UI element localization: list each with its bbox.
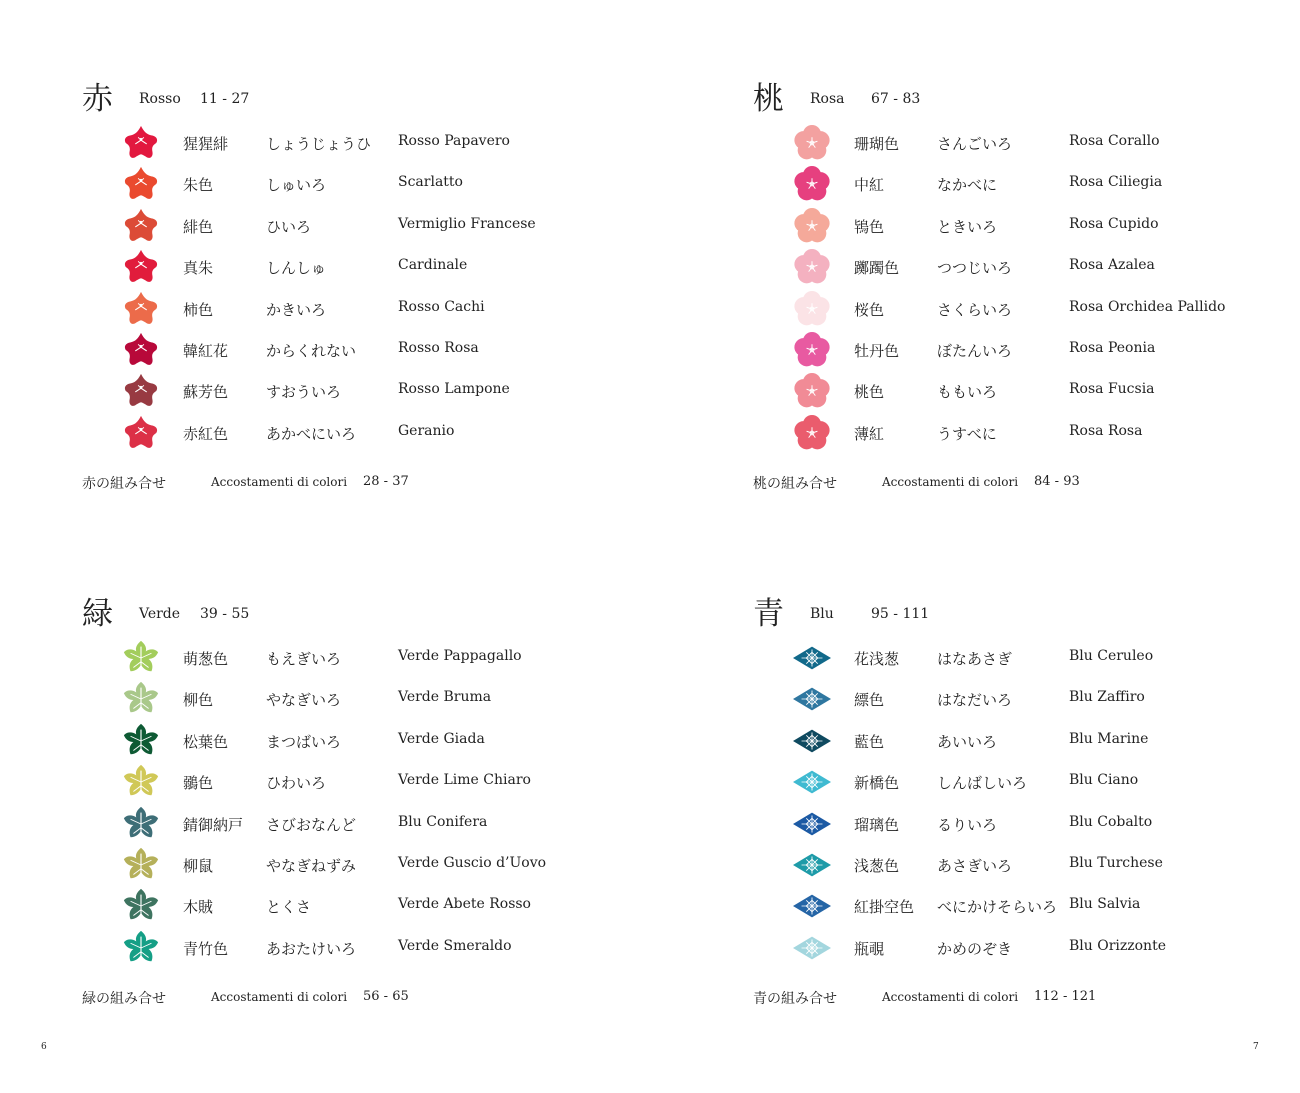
color-name-kanji: 柿色 <box>183 300 214 319</box>
color-row <box>753 122 1300 162</box>
color-name-kanji: 珊瑚色 <box>854 135 900 153</box>
color-name-italian: Blu Orizzonte <box>1069 937 1166 954</box>
color-name-kana: もえぎいろ <box>266 650 342 668</box>
color-name-kanji: 朱色 <box>183 176 214 195</box>
color-name-kana: ぼたんいろ <box>937 342 1013 360</box>
color-name-italian: Rosa Peonia <box>1069 340 1156 356</box>
color-name-kana: あさぎいろ <box>937 857 1013 875</box>
color-name-kanji: 鴇色 <box>854 217 885 236</box>
color-name-kana: はなあさぎ <box>937 650 1013 668</box>
color-name-italian: Blu Marine <box>1069 730 1149 747</box>
color-swatch-icon <box>793 165 831 203</box>
color-row <box>82 844 642 884</box>
color-name-italian: Rosa Azalea <box>1069 257 1155 274</box>
color-name-kanji: 桃色 <box>854 383 885 402</box>
color-name-kana: ももいろ <box>937 383 998 402</box>
color-swatch-icon <box>122 124 160 162</box>
section-name: Rosso <box>139 91 181 107</box>
combinations-line <box>753 473 1300 493</box>
color-row <box>82 205 642 245</box>
color-swatch-icon <box>122 680 160 718</box>
color-swatch-icon <box>122 331 160 369</box>
color-row <box>753 803 1300 843</box>
combinations-line <box>82 988 642 1008</box>
color-name-kanji: 鶸色 <box>183 774 214 793</box>
color-row <box>753 163 1300 203</box>
color-name-italian: Rosa Ciliegia <box>1069 174 1163 191</box>
color-name-italian: Blu Turchese <box>1069 855 1163 871</box>
color-name-kanji: 真朱 <box>183 259 214 278</box>
color-name-kana: しゅいろ <box>266 176 327 195</box>
color-swatch-icon <box>122 846 160 884</box>
color-swatch-icon <box>122 887 160 925</box>
color-name-kanji: 瓶覗 <box>854 939 885 958</box>
section-header <box>753 80 1300 122</box>
color-name-italian: Rosa Corallo <box>1069 133 1160 149</box>
section-header <box>753 595 1300 637</box>
color-name-kanji: 柳鼠 <box>183 857 214 875</box>
color-name-italian: Rosa Fucsia <box>1069 381 1155 398</box>
color-row <box>82 163 642 203</box>
color-swatch-icon <box>122 805 160 843</box>
color-name-kanji: 蘇芳色 <box>183 383 229 402</box>
color-row <box>753 246 1300 286</box>
combinations-title-ja: 赤の組み合せ <box>82 476 166 492</box>
color-name-kanji: 青竹色 <box>183 939 229 958</box>
section-kanji: 青 <box>753 596 784 632</box>
color-swatch-icon <box>122 763 160 801</box>
section-page-range: 11 - 27 <box>200 91 250 107</box>
color-swatch-icon <box>793 722 831 760</box>
combinations-title-it: Accostamenti di colori <box>211 990 348 1004</box>
color-name-kanji: 木賊 <box>183 898 214 917</box>
color-row <box>82 412 642 452</box>
combinations-title-it: Accostamenti di colori <box>211 475 348 489</box>
color-name-kana: はなだいろ <box>937 691 1013 710</box>
color-swatch-icon <box>122 929 160 967</box>
color-name-italian: Blu Ceruleo <box>1069 648 1154 664</box>
color-name-italian: Scarlatto <box>398 174 463 191</box>
section-name: Verde <box>139 606 181 622</box>
color-name-kana: かめのぞき <box>937 939 1013 958</box>
color-swatch-icon <box>793 680 831 718</box>
color-name-italian: Rosa Orchidea Pallido <box>1069 298 1226 315</box>
color-name-italian: Verde Guscio d’Uovo <box>398 855 547 871</box>
color-row <box>753 329 1300 369</box>
color-row <box>753 844 1300 884</box>
color-name-kanji: 花浅葱 <box>854 650 900 668</box>
page-number-left: 6 <box>41 1042 47 1052</box>
color-name-kana: かきいろ <box>266 300 327 319</box>
color-row <box>753 205 1300 245</box>
color-row <box>82 246 642 286</box>
color-name-kana: あおたけいろ <box>266 939 357 958</box>
color-swatch-icon <box>793 248 831 286</box>
color-swatch-icon <box>793 124 831 162</box>
color-row <box>82 885 642 925</box>
color-name-kanji: 錆御納戸 <box>183 815 244 834</box>
section-name: Rosa <box>810 91 845 107</box>
color-name-kanji: 緋色 <box>183 217 214 236</box>
combinations-title-ja: 桃の組み合せ <box>753 476 837 492</box>
color-name-kanji: 松葉色 <box>183 732 229 751</box>
color-name-kana: うすべに <box>937 424 997 443</box>
section-blue <box>753 595 1300 1007</box>
color-swatch-icon <box>793 805 831 843</box>
color-row <box>82 122 642 162</box>
color-swatch-icon <box>122 248 160 286</box>
color-name-kana: ときいろ <box>937 217 998 236</box>
color-swatch-icon <box>122 372 160 410</box>
color-name-italian: Verde Lime Chiaro <box>398 772 531 789</box>
color-row <box>82 329 642 369</box>
color-name-kana: しょうじょうひ <box>266 135 372 153</box>
color-name-kana: しんばしいろ <box>937 774 1028 793</box>
section-kanji: 緑 <box>82 596 113 632</box>
color-name-italian: Blu Ciano <box>1069 772 1139 789</box>
color-row <box>82 288 642 328</box>
color-name-italian: Blu Salvia <box>1069 896 1141 913</box>
color-name-kana: つつじいろ <box>937 259 1013 278</box>
color-swatch-icon <box>793 331 831 369</box>
color-name-italian: Verde Abete Rosso <box>398 896 531 913</box>
color-row <box>753 927 1300 967</box>
combinations-line <box>753 988 1300 1008</box>
color-row <box>82 720 642 760</box>
color-name-kanji: 縹色 <box>854 691 885 710</box>
combinations-page-range: 84 - 93 <box>1034 474 1080 489</box>
section-header <box>82 595 642 637</box>
combinations-title-it: Accostamenti di colori <box>882 990 1019 1004</box>
color-row <box>753 678 1300 718</box>
color-name-italian: Verde Smeraldo <box>398 937 512 954</box>
color-name-italian: Rosso Cachi <box>398 298 485 315</box>
color-row <box>753 637 1300 677</box>
color-swatch-icon <box>122 290 160 328</box>
section-page-range: 39 - 55 <box>200 606 250 622</box>
section-pink <box>753 80 1300 492</box>
color-name-kana: あかべにいろ <box>266 424 357 443</box>
color-swatch-icon <box>122 207 160 245</box>
color-name-italian: Blu Conifera <box>398 813 488 830</box>
color-name-kana: るりいろ <box>937 815 998 834</box>
color-name-kanji: 紅掛空色 <box>854 898 915 917</box>
color-row <box>82 637 642 677</box>
color-name-kana: なかべに <box>937 176 998 195</box>
color-row <box>82 803 642 843</box>
color-row <box>753 720 1300 760</box>
color-name-kana: ひいろ <box>266 217 312 236</box>
combinations-title-it: Accostamenti di colori <box>882 475 1019 489</box>
color-name-kanji: 猩猩緋 <box>183 135 229 153</box>
color-name-kanji: 桜色 <box>854 300 885 319</box>
color-swatch-icon <box>793 763 831 801</box>
color-name-kana: すおういろ <box>266 383 342 402</box>
color-name-kana: しんしゅ <box>266 259 327 278</box>
color-row <box>753 885 1300 925</box>
color-row <box>82 927 642 967</box>
color-swatch-icon <box>122 722 160 760</box>
color-swatch-icon <box>122 165 160 203</box>
section-red <box>82 80 642 492</box>
combinations-page-range: 112 - 121 <box>1034 989 1097 1004</box>
color-name-kanji: 躑躅色 <box>854 259 900 278</box>
color-row <box>753 412 1300 452</box>
color-swatch-icon <box>793 372 831 410</box>
color-name-italian: Rosso Rosa <box>398 340 479 356</box>
section-kanji: 赤 <box>82 81 113 117</box>
color-name-italian: Rosso Lampone <box>398 381 510 398</box>
section-name: Blu <box>810 606 834 622</box>
color-name-italian: Verde Pappagallo <box>398 648 522 664</box>
color-row <box>82 370 642 410</box>
color-name-kana: やなぎねずみ <box>266 857 357 875</box>
color-name-italian: Verde Giada <box>398 730 485 747</box>
color-name-kana: まつばいろ <box>266 732 342 751</box>
color-name-kanji: 中紅 <box>854 176 885 195</box>
color-swatch-icon <box>793 414 831 452</box>
color-name-kana: さくらいろ <box>937 300 1013 319</box>
color-swatch-icon <box>793 639 831 677</box>
color-name-kana: からくれない <box>266 342 357 360</box>
color-name-kanji: 新橋色 <box>854 774 900 793</box>
color-name-kanji: 赤紅色 <box>183 424 229 443</box>
section-header <box>82 80 642 122</box>
color-name-kanji: 萌葱色 <box>183 650 229 668</box>
color-row <box>753 761 1300 801</box>
combinations-title-ja: 青の組み合せ <box>753 991 837 1007</box>
color-name-kanji: 瑠璃色 <box>854 815 900 834</box>
color-swatch-icon <box>793 290 831 328</box>
combinations-line <box>82 473 642 493</box>
color-name-kana: とくさ <box>266 898 312 917</box>
color-name-kana: べにかけそらいろ <box>937 898 1058 917</box>
color-name-italian: Blu Zaffiro <box>1069 689 1145 706</box>
color-name-italian: Geranio <box>398 422 455 439</box>
section-green <box>82 595 642 1007</box>
color-row <box>753 288 1300 328</box>
color-name-kanji: 柳色 <box>183 691 214 710</box>
color-swatch-icon <box>793 207 831 245</box>
color-name-kanji: 韓紅花 <box>183 342 229 360</box>
color-row <box>82 761 642 801</box>
section-kanji: 桃 <box>753 81 784 117</box>
section-page-range: 67 - 83 <box>871 91 921 107</box>
page-number-right: 7 <box>1253 1042 1259 1052</box>
color-name-kana: やなぎいろ <box>266 691 342 710</box>
color-swatch-icon <box>122 414 160 452</box>
color-name-kanji: 牡丹色 <box>854 342 900 360</box>
color-name-kana: ひわいろ <box>266 774 327 793</box>
section-page-range: 95 - 111 <box>871 606 930 622</box>
color-name-kana: さんごいろ <box>937 135 1013 153</box>
combinations-title-ja: 緑の組み合せ <box>82 991 166 1007</box>
color-name-italian: Rosa Cupido <box>1069 215 1159 232</box>
color-name-italian: Rosso Papavero <box>398 133 510 149</box>
color-name-kana: あいいろ <box>937 732 998 751</box>
color-row <box>82 678 642 718</box>
color-row <box>753 370 1300 410</box>
color-name-kanji: 薄紅 <box>854 424 885 443</box>
color-swatch-icon <box>793 887 831 925</box>
color-swatch-icon <box>793 846 831 884</box>
color-name-italian: Cardinale <box>398 257 468 274</box>
color-name-kanji: 浅葱色 <box>854 857 900 875</box>
color-swatch-icon <box>793 929 831 967</box>
color-name-italian: Vermiglio Francese <box>398 215 536 232</box>
color-name-italian: Verde Bruma <box>398 689 492 706</box>
color-name-italian: Blu Cobalto <box>1069 813 1153 830</box>
color-name-kana: さびおなんど <box>266 815 357 834</box>
color-name-kanji: 藍色 <box>854 732 885 751</box>
combinations-page-range: 56 - 65 <box>363 989 409 1004</box>
combinations-page-range: 28 - 37 <box>363 474 409 489</box>
color-name-italian: Rosa Rosa <box>1069 422 1143 439</box>
color-swatch-icon <box>122 639 160 677</box>
